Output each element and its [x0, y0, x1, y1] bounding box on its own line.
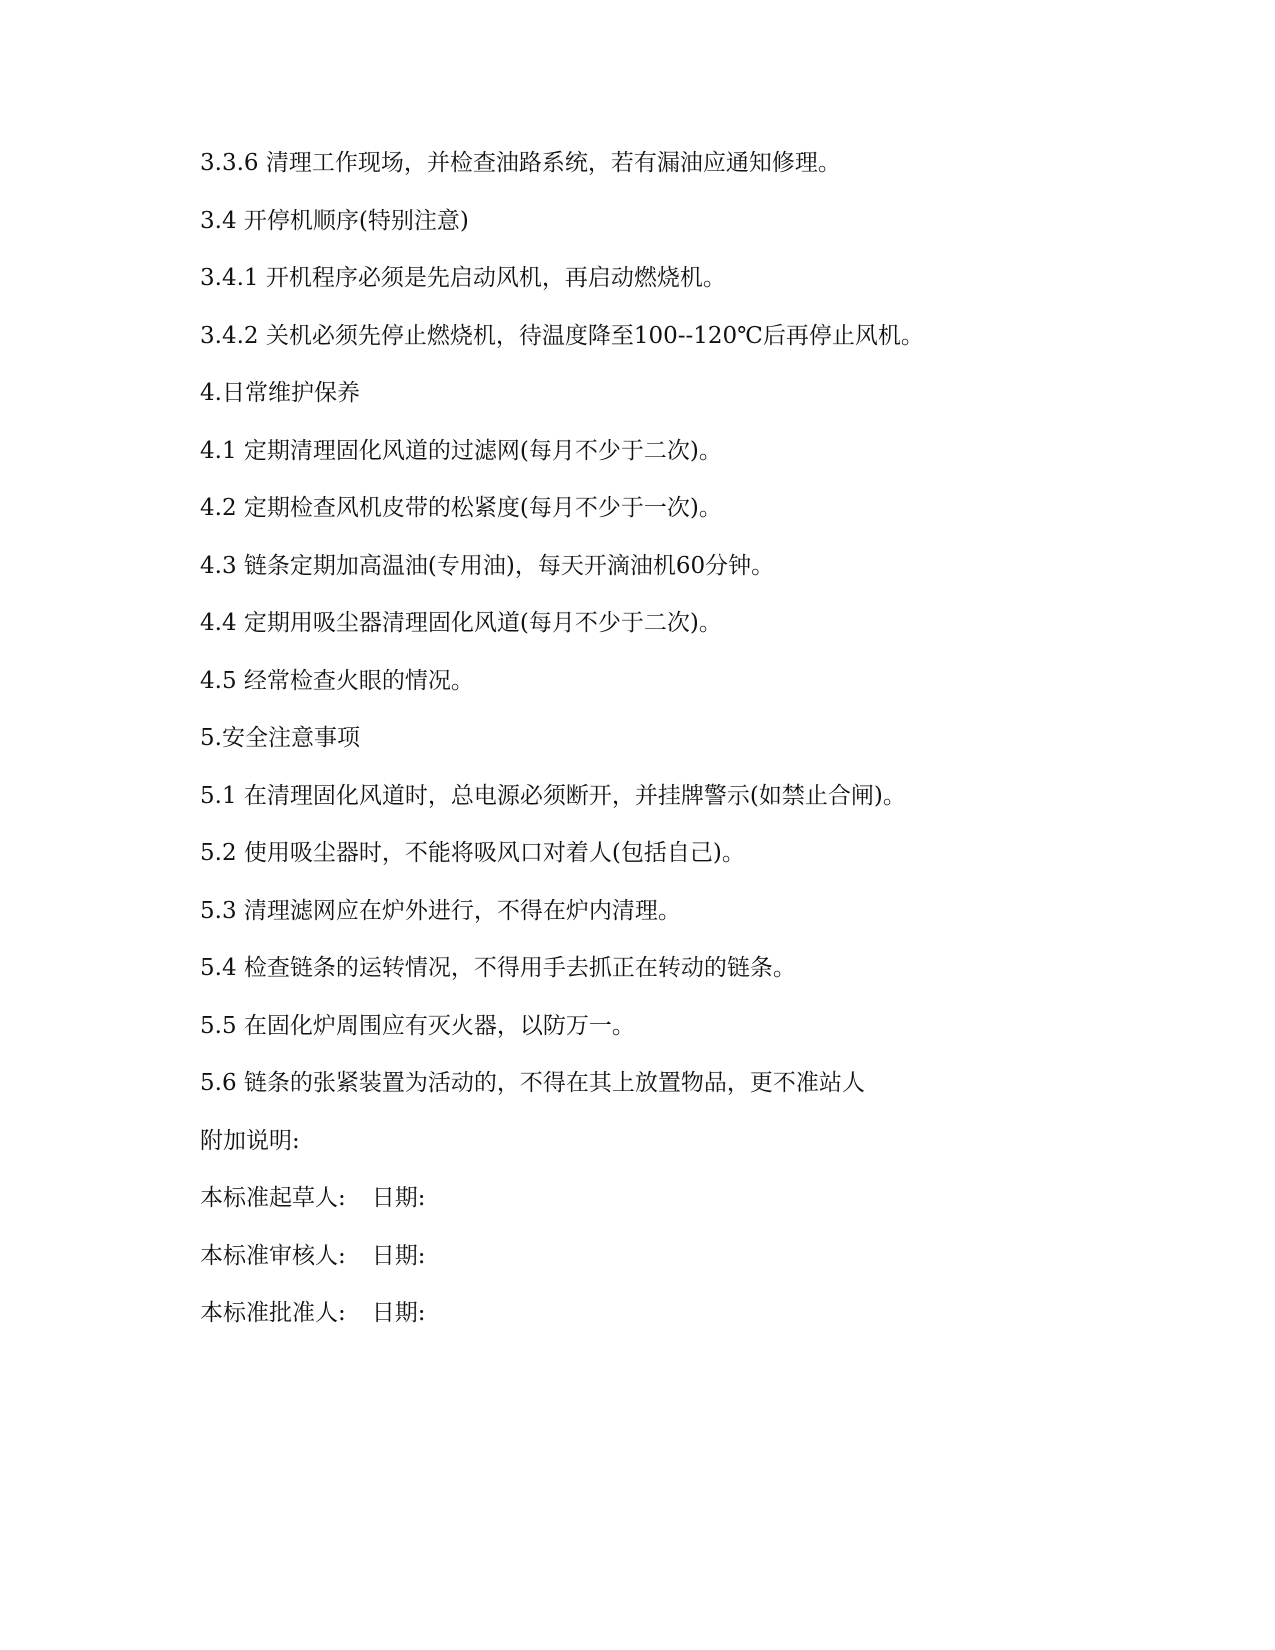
signature-approver	[200, 1295, 1100, 1353]
clause-5-5: 5.5 在固化炉周围应有灭火器，以防万一。	[200, 1012, 635, 1039]
clause-5-1: 5.1 在清理固化风道时，总电源必须断开，并挂牌警示(如禁止合闸)。	[200, 782, 906, 809]
signature-drafter	[200, 1180, 1100, 1238]
signature-reviewer-role: 本标准审核人:	[200, 1242, 346, 1269]
heading-3-4: 3.4 开停机顺序(特别注意)	[200, 207, 469, 234]
clause-3-4-2: 3.4.2 关机必须先停止燃烧机，待温度降至100--120℃后再停止风机。	[200, 322, 924, 349]
signature-approver-date: 日期:	[371, 1300, 426, 1326]
signature-drafter-role: 本标准起草人:	[200, 1185, 346, 1211]
clause-4-2: 4.2 定期检查风机皮带的松紧度(每月不少于一次)。	[200, 495, 722, 521]
signature-approver-role: 本标准批准人:	[200, 1300, 346, 1326]
signature-reviewer	[200, 1238, 1100, 1296]
clause-5-4: 5.4 检查链条的运转情况，不得用手去抓正在转动的链条。	[200, 955, 796, 981]
document-body	[200, 145, 1100, 1353]
clause-3-4-1: 3.4.1 开机程序必须是先启动风机，再启动燃烧机。	[200, 265, 726, 291]
clause-4-3: 4.3 链条定期加高温油(专用油)，每天开滴油机60分钟。	[200, 552, 775, 579]
section-5-heading: 5.安全注意事项	[200, 725, 360, 751]
clause-4-5: 4.5 经常检查火眼的情况。	[200, 667, 474, 694]
signature-drafter-date: 日期:	[371, 1185, 426, 1211]
clause-4-1: 4.1 定期清理固化风道的过滤网(每月不少于二次)。	[200, 437, 722, 464]
clause-5-2: 5.2 使用吸尘器时，不能将吸风口对着人(包括自己)。	[200, 840, 745, 866]
additional-notes-heading: 附加说明:	[200, 1127, 300, 1154]
clause-3-3-6: 3.3.6 清理工作现场，并检查油路系统，若有漏油应通知修理。	[200, 150, 841, 176]
section-4-heading: 4.日常维护保养	[200, 380, 360, 406]
clause-5-6: 5.6 链条的张紧装置为活动的，不得在其上放置物品，更不准站人	[200, 1070, 865, 1096]
clause-4-4: 4.4 定期用吸尘器清理固化风道(每月不少于二次)。	[200, 610, 722, 636]
clause-5-3: 5.3 清理滤网应在炉外进行，不得在炉内清理。	[200, 897, 681, 924]
signature-reviewer-date: 日期:	[371, 1242, 426, 1269]
